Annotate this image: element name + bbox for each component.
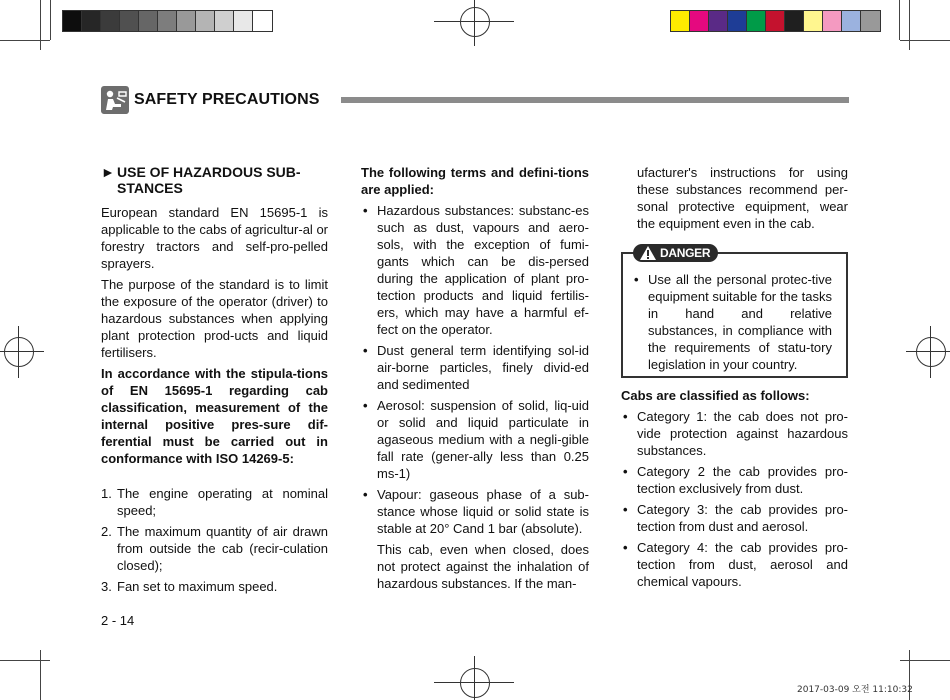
categories-list <box>621 408 848 590</box>
color-swatch <box>804 11 823 31</box>
paragraph: This cab, even when closed, does not protect against the inhalation of hazardous substances. If the man- <box>377 542 589 591</box>
crop-mark <box>900 660 950 661</box>
crop-mark <box>40 0 41 50</box>
column-heading: Cabs are classified as follows: <box>621 388 810 403</box>
crop-mark <box>0 660 50 661</box>
crop-mark <box>900 40 950 41</box>
column-heading: The following terms and defini-tions are applied: <box>361 165 589 197</box>
list-item: • Vapour: gaseous phase of a sub-stance whose liquid or solid state is stable at 20° Cand 1 bar (absolute). <box>361 486 589 537</box>
list-item: • Hazardous substances: substanc-es such as dust, vapours and aero-sols, with the exception of fumi-gants which can be dis-persed during the application of plant pro-tection products and liquid fertilis-ers, which may have a harmful ef-fect on the operator. <box>361 202 589 338</box>
danger-text-block <box>632 271 832 377</box>
section-title-line: USE OF HAZARDOUS SUB- <box>117 164 301 180</box>
color-swatch <box>690 11 709 31</box>
left-column <box>101 164 328 599</box>
gray-swatch <box>253 11 272 31</box>
color-swatch <box>785 11 804 31</box>
numbered-list <box>101 485 328 595</box>
list-item: • Aerosol: suspension of solid, liq-uid or solid and liquid particulate in agaseous medium with a negli-gible fall rate (gener-ally less than 0.25 ms-1) <box>361 397 589 482</box>
gray-swatch <box>158 11 177 31</box>
right-column-bottom <box>621 387 848 594</box>
gray-swatch <box>101 11 120 31</box>
list-item: 2. The maximum quantity of air drawn from outside the cab (recir-culation closed); <box>101 524 328 573</box>
middle-column <box>361 164 589 596</box>
gray-swatch <box>120 11 139 31</box>
gray-swatch <box>63 11 82 31</box>
color-swatch <box>709 11 728 31</box>
page-number: 2 - 14 <box>101 613 135 628</box>
danger-label: DANGER <box>633 244 718 262</box>
paragraph: European standard EN 15695-1 is applicable to the cabs of agricultur-al or forestry tractors and self-pro-pelled sprayers. <box>101 205 328 271</box>
right-column-top <box>621 164 848 236</box>
crop-mark <box>40 650 41 700</box>
crop-mark <box>50 0 51 40</box>
list-item: 1. The engine operating at nominal speed; <box>101 486 328 518</box>
page-title: SAFETY PRECAUTIONS <box>134 91 320 108</box>
color-swatch <box>842 11 861 31</box>
definitions-list <box>361 202 589 537</box>
gray-swatch <box>234 11 253 31</box>
color-swatch <box>766 11 785 31</box>
grayscale-swatch-strip <box>62 10 273 32</box>
paragraph: ufacturer's instructions for using these substances recommend per-sonal protective equipment, wear the equipment even in the cab. <box>637 165 848 231</box>
section-title <box>101 164 328 196</box>
gray-swatch <box>215 11 234 31</box>
color-swatch <box>823 11 842 31</box>
color-swatch <box>861 11 880 31</box>
crop-mark <box>0 40 50 41</box>
gray-swatch <box>139 11 158 31</box>
crop-mark <box>899 0 900 40</box>
gray-swatch <box>177 11 196 31</box>
warning-triangle-icon <box>639 245 657 261</box>
color-swatch <box>747 11 766 31</box>
color-swatch <box>728 11 747 31</box>
list-item: 3. Fan set to maximum speed. <box>101 579 278 594</box>
section-title-line: STANCES <box>117 180 183 196</box>
gray-swatch <box>82 11 101 31</box>
crop-mark <box>909 0 910 50</box>
list-item: • Category 4: the cab provides pro-tection from dust, aerosol and chemical vapours. <box>621 539 848 590</box>
safety-operator-icon <box>101 86 129 114</box>
list-item: • Category 2 the cab provides pro-tection exclusively from dust. <box>621 463 848 497</box>
bold-paragraph: In accordance with the stipula-tions of EN 15695-1 regarding cab classification, measurement of the internal positive pres-sure dif-ferential must be carried out in conformance with ISO 14269-5: <box>101 366 328 466</box>
header-rule <box>341 97 849 103</box>
color-swatch-strip <box>670 10 881 32</box>
gray-swatch <box>196 11 215 31</box>
paragraph: The purpose of the standard is to limit the exposure of the operator (driver) to hazardous substances when applying plant protection prod-ucts and liquid fertilisers. <box>101 277 328 360</box>
color-swatch <box>671 11 690 31</box>
arrow-bullet-icon: ► <box>101 164 115 180</box>
list-item: • Category 1: the cab does not pro-vide protection against hazardous substances. <box>621 408 848 459</box>
danger-text: • Use all the personal protec-tive equipment suitable for the tasks in hand and relative substances, in compliance with the requirements of statu-tory legislation in your country. <box>632 271 832 373</box>
list-item: • Dust general term identifying sol-id air-borne particles, finely divid-ed and sedimented <box>361 342 589 393</box>
print-timestamp: 2017-03-09 오전 11:10:32 <box>797 685 913 695</box>
list-item: • Category 3: the cab provides pro-tection from dust and aerosol. <box>621 501 848 535</box>
